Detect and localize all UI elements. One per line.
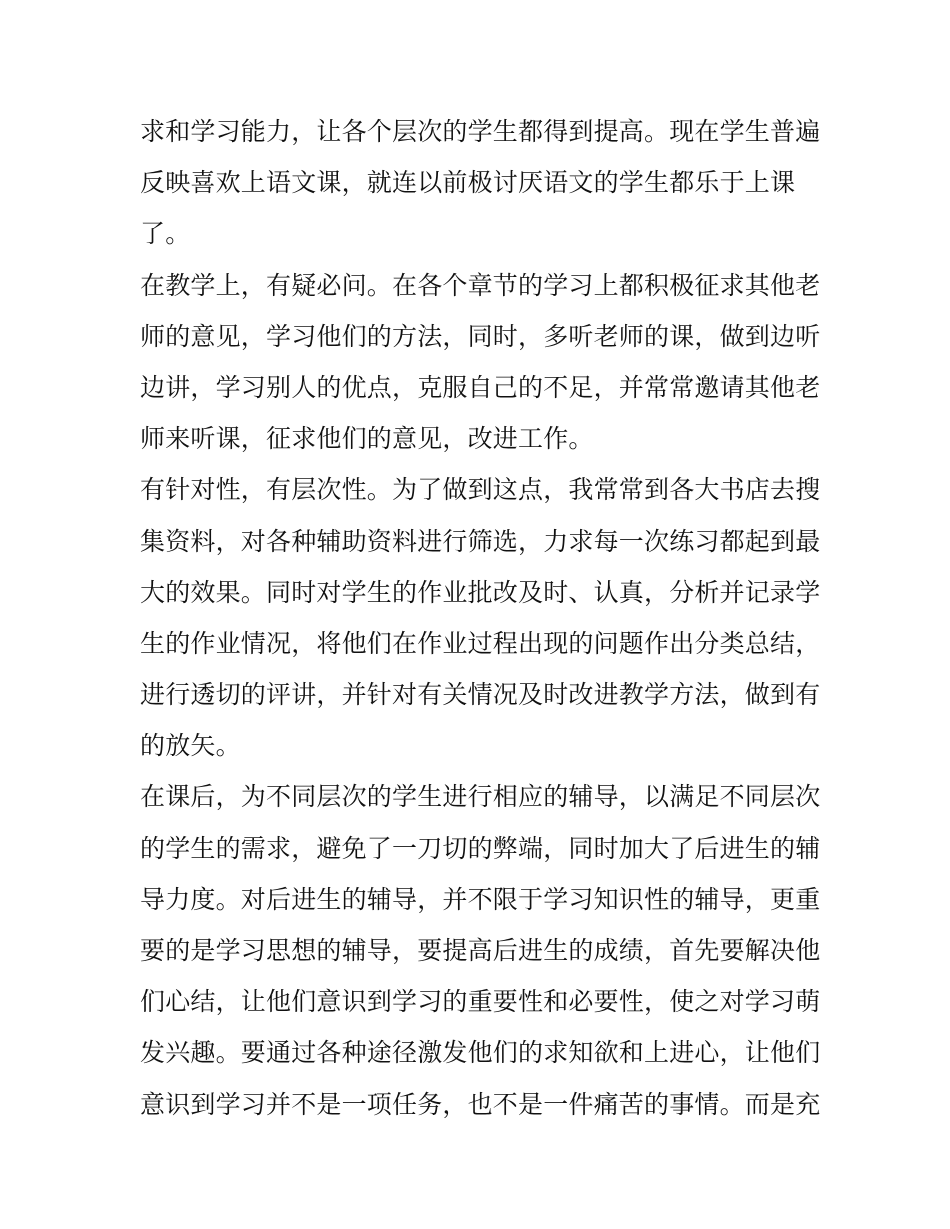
text-line: 有针对性，有层次性。为了做到这点，我常常到各大书店去搜 — [140, 475, 821, 505]
text-line: 求和学习能力，让各个层次的学生都得到提高。现在学生普遍 — [140, 117, 821, 146]
text-line: 要的是学习思想的辅导，要提高后进生的成绩，首先要解决他 — [140, 936, 821, 965]
text-line: 的放矢。 — [140, 731, 241, 761]
text-line: 了。 — [140, 219, 191, 249]
paragraph-4 — [140, 771, 820, 1129]
text-line: 发兴趣。要通过各种途径激发他们的求知欲和上进心，让他们 — [140, 1038, 821, 1068]
text-line: 反映喜欢上语文课，就连以前极讨厌语文的学生都乐于上课 — [140, 168, 796, 198]
text-line: 边讲，学习别人的优点，克服自己的不足，并常常邀请其他老 — [140, 372, 821, 402]
paragraph-2 — [140, 260, 820, 465]
text-line: 们心结，让他们意识到学习的重要性和必要性，使之对学习萌 — [140, 987, 821, 1017]
body-text — [140, 106, 820, 1130]
text-line: 的学生的需求，避免了一刀切的弊端，同时加大了后进生的辅 — [140, 833, 821, 863]
paragraph-1 — [140, 106, 820, 260]
text-line: 在教学上，有疑必问。在各个章节的学习上都积极征求其他老 — [140, 270, 821, 300]
paragraph-3 — [140, 464, 820, 771]
text-line: 师的意见，学习他们的方法，同时，多听老师的课，做到边听 — [140, 321, 821, 351]
text-line: 生的作业情况，将他们在作业过程出现的问题作出分类总结， — [140, 628, 821, 658]
text-line: 集资料，对各种辅助资料进行筛选，力求每一次练习都起到最 — [140, 526, 821, 556]
text-line: 在课后，为不同层次的学生进行相应的辅导，以满足不同层次 — [140, 782, 821, 812]
text-line: 大的效果。同时对学生的作业批改及时、认真，分析并记录学 — [140, 577, 821, 607]
text-line: 意识到学习并不是一项任务，也不是一件痛苦的事情。而是充 — [140, 1089, 821, 1119]
text-line: 导力度。对后进生的辅导，并不限于学习知识性的辅导，更重 — [140, 884, 821, 914]
text-line: 师来听课，征求他们的意见，改进工作。 — [140, 424, 594, 454]
text-line: 进行透切的评讲，并针对有关情况及时改进教学方法，做到有 — [140, 680, 821, 710]
